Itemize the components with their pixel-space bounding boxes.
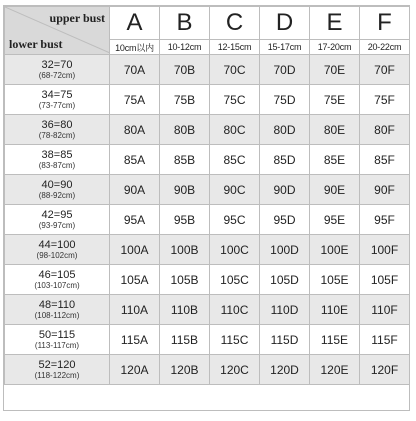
band-size-cell [5,55,110,85]
cup-letter-row [5,7,410,40]
size-cell: 120A [110,355,160,385]
band-size-cell [5,325,110,355]
band-size-cell [5,235,110,265]
size-cell: 95F [360,205,410,235]
size-cell: 115D [260,325,310,355]
size-cell: 90F [360,175,410,205]
band-size-label: 48=110 [38,298,76,311]
size-cell: 105D [260,265,310,295]
size-row [5,265,410,295]
cup-letter-header: D [260,7,310,40]
band-size-label: 50=115 [38,328,76,341]
bra-size-chart [3,5,410,411]
size-cell: 75F [360,85,410,115]
size-cell: 70E [310,55,360,85]
size-cell: 95D [260,205,310,235]
size-cell: 120F [360,355,410,385]
size-cell: 80F [360,115,410,145]
band-size-cell [5,265,110,295]
band-range-label: (113-117cm) [34,340,80,350]
size-cell: 80B [160,115,210,145]
size-cell: 80C [210,115,260,145]
band-range-label: (108-112cm) [34,310,80,320]
band-range-label: (73-77cm) [38,100,76,110]
size-row [5,55,410,85]
band-range-label: (93-97cm) [38,220,76,230]
size-table [4,6,410,385]
upper-bust-label: upper bust [49,11,105,25]
band-size-label: 52=120 [38,358,76,371]
cup-letter-header: A [110,7,160,40]
band-size-label: 36=80 [41,118,73,131]
band-size-label: 44=100 [38,238,76,251]
size-cell: 85F [360,145,410,175]
size-cell: 120E [310,355,360,385]
size-cell: 115F [360,325,410,355]
size-cell: 90C [210,175,260,205]
band-size-label: 46=105 [38,268,76,281]
band-size-label: 42=95 [41,208,73,221]
size-cell: 105B [160,265,210,295]
size-cell: 100C [210,235,260,265]
size-cell: 90D [260,175,310,205]
band-range-label: (118-122cm) [34,370,80,380]
cup-range-header: 10cm以内 [110,40,160,55]
band-size-cell [5,295,110,325]
cup-range-header: 12-15cm [210,40,260,55]
band-range-label: (78-82cm) [38,130,76,140]
band-size-label: 34=75 [41,88,73,101]
size-cell: 80E [310,115,360,145]
band-range-label: (98-102cm) [36,250,78,260]
size-cell: 100A [110,235,160,265]
size-cell: 80D [260,115,310,145]
cup-range-header: 15-17cm [260,40,310,55]
size-row [5,235,410,265]
band-size-cell [5,175,110,205]
size-cell: 110F [360,295,410,325]
size-cell: 85C [210,145,260,175]
size-cell: 70B [160,55,210,85]
band-range-label: (83-87cm) [38,160,76,170]
size-cell: 115B [160,325,210,355]
size-cell: 105C [210,265,260,295]
size-cell: 85A [110,145,160,175]
size-cell: 110E [310,295,360,325]
size-cell: 95E [310,205,360,235]
size-cell: 85D [260,145,310,175]
size-cell: 120D [260,355,310,385]
size-row [5,115,410,145]
cup-range-header: 20-22cm [360,40,410,55]
size-table-body [5,55,410,385]
size-row [5,355,410,385]
size-cell: 110A [110,295,160,325]
size-cell: 95A [110,205,160,235]
size-cell: 85E [310,145,360,175]
size-row [5,325,410,355]
size-cell: 110B [160,295,210,325]
size-row [5,175,410,205]
size-cell: 105E [310,265,360,295]
size-cell: 90B [160,175,210,205]
cup-letter-header: F [360,7,410,40]
band-size-label: 40=90 [41,178,73,191]
band-size-cell [5,355,110,385]
size-cell: 75A [110,85,160,115]
size-cell: 70F [360,55,410,85]
size-cell: 70A [110,55,160,85]
size-cell: 100B [160,235,210,265]
size-row [5,295,410,325]
size-cell: 85B [160,145,210,175]
cup-letter-header: C [210,7,260,40]
band-size-cell [5,145,110,175]
cup-range-header: 10-12cm [160,40,210,55]
size-cell: 115C [210,325,260,355]
size-cell: 105A [110,265,160,295]
size-cell: 100E [310,235,360,265]
size-cell: 70C [210,55,260,85]
band-size-label: 32=70 [41,58,73,71]
size-cell: 75B [160,85,210,115]
size-cell: 90A [110,175,160,205]
size-cell: 115E [310,325,360,355]
size-cell: 80A [110,115,160,145]
band-size-cell [5,115,110,145]
cup-letter-header: B [160,7,210,40]
size-row [5,85,410,115]
size-cell: 95C [210,205,260,235]
size-cell: 95B [160,205,210,235]
size-cell: 115A [110,325,160,355]
band-size-label: 38=85 [41,148,73,161]
size-cell: 120C [210,355,260,385]
band-range-label: (68-72cm) [38,70,76,80]
band-range-label: (88-92cm) [38,190,76,200]
size-cell: 110C [210,295,260,325]
lower-bust-label: lower bust [9,37,63,51]
size-row [5,145,410,175]
size-cell: 100D [260,235,310,265]
size-cell: 75D [260,85,310,115]
size-cell: 90E [310,175,360,205]
size-cell: 70D [260,55,310,85]
size-cell: 100F [360,235,410,265]
band-range-label: (103-107cm) [34,280,80,290]
cup-letter-header: E [310,7,360,40]
cup-range-header: 17-20cm [310,40,360,55]
size-cell: 110D [260,295,310,325]
band-size-cell [5,85,110,115]
size-cell: 75E [310,85,360,115]
size-cell: 120B [160,355,210,385]
corner-header-cell [5,7,110,55]
size-cell: 105F [360,265,410,295]
band-size-cell [5,205,110,235]
size-row [5,205,410,235]
size-cell: 75C [210,85,260,115]
